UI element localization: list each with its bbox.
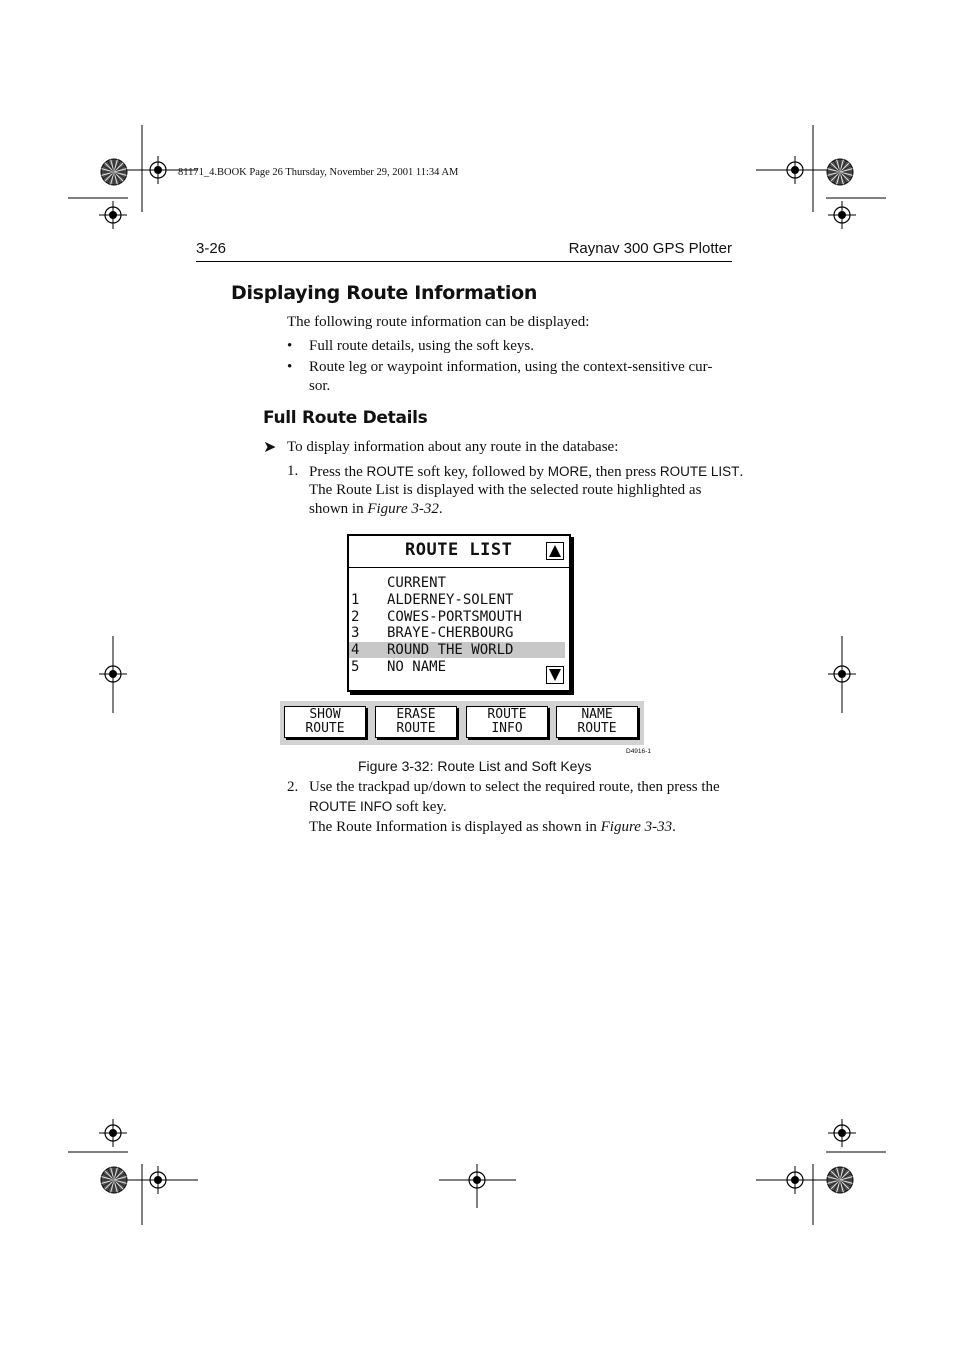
step-text: soft key. — [392, 799, 447, 815]
route-list-screen — [347, 534, 571, 692]
route-row[interactable] — [349, 609, 565, 625]
route-name: COWES-PORTSMOUTH — [387, 609, 522, 625]
step-text: The Route Information is displayed as shown in — [309, 819, 601, 835]
figure-code: D4916-1 — [626, 748, 651, 755]
intro-text: The following route information can be displayed: — [287, 314, 590, 330]
step-text: . — [739, 464, 744, 480]
route-name: CURRENT — [387, 575, 447, 591]
key-name: ROUTE INFO — [309, 799, 393, 814]
step1-line1 — [309, 462, 743, 482]
step-text: shown in — [309, 501, 368, 517]
softkey-label: ROUTE — [577, 721, 617, 736]
route-row[interactable] — [349, 625, 565, 641]
bullet-text: Route leg or waypoint information, using the context-sensitive cur- — [309, 359, 713, 375]
step2-line1: Use the trackpad up/down to select the required route, then press the — [309, 779, 720, 795]
step-text: . — [672, 819, 676, 835]
key-name: ROUTE LIST — [659, 464, 740, 479]
bullet-symbol: • — [287, 359, 293, 375]
bullet-text-continued: sor. — [309, 378, 331, 394]
route-list-title: ROUTE LIST — [405, 540, 513, 560]
route-name: BRAYE-CHERBOURG — [387, 625, 514, 641]
name-route-softkey[interactable] — [556, 706, 638, 738]
softkey-label: INFO — [491, 721, 523, 736]
header-rule — [196, 261, 732, 262]
route-number: 4 — [351, 642, 360, 658]
route-name: NO NAME — [387, 659, 447, 675]
route-row[interactable] — [349, 592, 565, 608]
softkey-label: ERASE — [396, 707, 436, 722]
step-number: 2. — [287, 779, 299, 795]
subsection-heading: Full Route Details — [263, 408, 428, 428]
bullet-text: Full route details, using the soft keys. — [309, 338, 534, 354]
step-number: 1. — [287, 463, 299, 479]
book-title: Raynav 300 GPS Plotter — [568, 240, 732, 257]
softkey-label: ROUTE — [396, 721, 436, 736]
figure-reference: Figure 3-32 — [367, 501, 439, 517]
route-number: 3 — [351, 625, 360, 641]
softkey-label: SHOW — [309, 707, 341, 722]
route-number: 2 — [351, 609, 360, 625]
softkey-label: ROUTE — [487, 707, 527, 722]
route-row[interactable] — [349, 659, 565, 675]
step-text: , then press — [588, 464, 660, 480]
bullet-symbol: • — [287, 338, 293, 354]
softkey-label: ROUTE — [305, 721, 345, 736]
section-heading: Displaying Route Information — [231, 282, 538, 304]
softkey-label: NAME — [581, 707, 613, 722]
step2-line3 — [309, 818, 676, 837]
route-number: 1 — [351, 592, 360, 608]
step-text: soft key, followed by — [413, 464, 548, 480]
step-text: . — [438, 501, 443, 517]
route-row-highlighted[interactable] — [349, 642, 565, 658]
route-row-current[interactable] — [349, 575, 565, 591]
figure-reference: Figure 3-33 — [600, 819, 673, 835]
key-name: MORE — [547, 464, 589, 479]
route-list-title-bar — [349, 536, 569, 568]
procedure-intro: To display information about any route in the database: — [287, 439, 619, 455]
page-number: 3-26 — [196, 240, 227, 257]
key-name: ROUTE — [366, 464, 414, 479]
show-route-softkey[interactable] — [284, 706, 366, 738]
scroll-up-arrow-icon[interactable] — [546, 542, 564, 560]
soft-key-bar — [280, 701, 644, 745]
route-info-softkey[interactable] — [466, 706, 548, 738]
step1-line2: The Route List is displayed with the selected route highlighted as — [309, 482, 702, 498]
route-number: 5 — [351, 659, 360, 675]
step1-line3 — [309, 500, 443, 519]
figure-caption: Figure 3-32: Route List and Soft Keys — [358, 758, 592, 774]
route-name: ROUND THE WORLD — [387, 642, 514, 658]
scroll-down-arrow-icon[interactable] — [546, 666, 564, 684]
step-text: Press the — [309, 464, 367, 480]
erase-route-softkey[interactable] — [375, 706, 457, 738]
route-name: ALDERNEY-SOLENT — [387, 592, 514, 608]
step2-line2 — [309, 797, 447, 817]
procedure-arrow-icon: ➤ — [263, 437, 277, 456]
book-file-line: 81171_4.BOOK Page 26 Thursday, November 29, 2001 11:34 AM — [178, 167, 459, 178]
